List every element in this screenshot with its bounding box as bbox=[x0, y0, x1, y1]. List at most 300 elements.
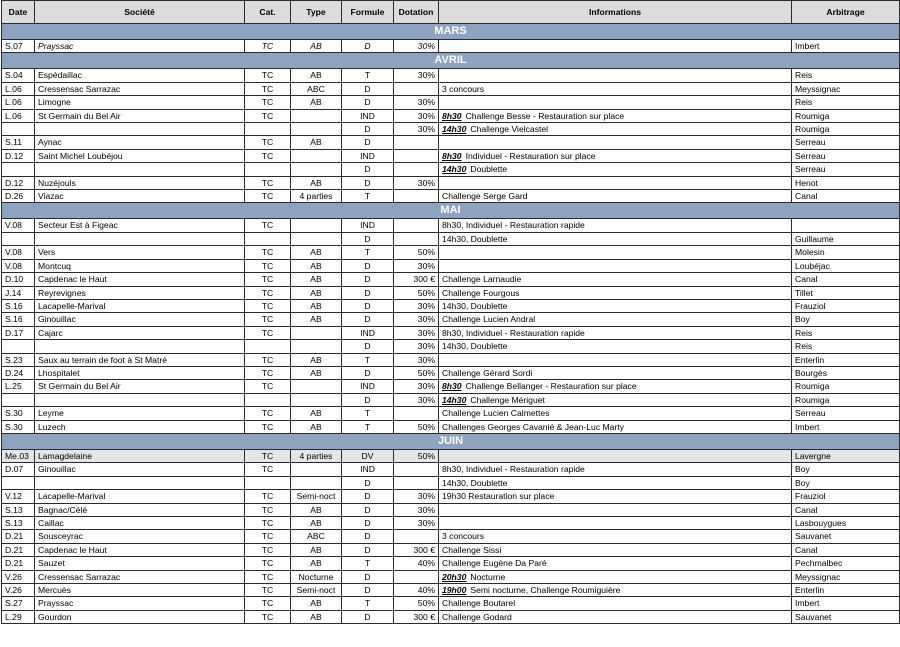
cell-cat: TC bbox=[245, 610, 291, 623]
cell-arbitrage: Frauziol bbox=[792, 299, 900, 312]
cell-informations bbox=[439, 503, 792, 516]
cell-arbitrage: Canal bbox=[792, 273, 900, 286]
cell-type: AB bbox=[291, 407, 342, 420]
cell-info-text: 8h30, Individuel - Restauration rapide bbox=[442, 327, 585, 338]
header-formule: Formule bbox=[342, 1, 394, 24]
cell-formule: IND bbox=[342, 219, 394, 232]
cell-societe: Capdenac le Haut bbox=[35, 273, 245, 286]
cell-date: D.07 bbox=[2, 463, 35, 476]
cell-arbitrage: Boy bbox=[792, 313, 900, 326]
cell-type: AB bbox=[291, 597, 342, 610]
cell-arbitrage: Guillaume bbox=[792, 232, 900, 245]
cell-informations bbox=[439, 420, 792, 433]
cell-societe bbox=[35, 123, 245, 136]
cell-info-text: Challenges Georges Cavanié & Jean-Luc Marty bbox=[442, 421, 624, 432]
cell-arbitrage: Meyssignac bbox=[792, 570, 900, 583]
cell-formule: D bbox=[342, 40, 394, 53]
cell-formule: D bbox=[342, 163, 394, 176]
header-societe: Société bbox=[35, 1, 245, 24]
cell-informations bbox=[439, 353, 792, 366]
cell-cat: TC bbox=[245, 273, 291, 286]
cell-informations bbox=[439, 449, 792, 462]
table-row bbox=[2, 149, 900, 162]
cell-cat: TC bbox=[245, 420, 291, 433]
cell-cat: TC bbox=[245, 490, 291, 503]
cell-societe: Gourdon bbox=[35, 610, 245, 623]
cell-dotation: 50% bbox=[394, 597, 439, 610]
cell-date: V.08 bbox=[2, 259, 35, 272]
cell-cat: TC bbox=[245, 449, 291, 462]
cell-dotation: 30% bbox=[394, 490, 439, 503]
cell-dotation bbox=[394, 407, 439, 420]
cell-informations bbox=[439, 366, 792, 379]
cell-dotation: 30% bbox=[394, 326, 439, 339]
cell-dotation bbox=[394, 149, 439, 162]
cell-date: Me.03 bbox=[2, 449, 35, 462]
table-row bbox=[2, 557, 900, 570]
cell-date bbox=[2, 123, 35, 136]
table-row bbox=[2, 353, 900, 366]
cell-formule: T bbox=[342, 190, 394, 203]
cell-type bbox=[291, 340, 342, 353]
cell-formule: T bbox=[342, 246, 394, 259]
cell-cat: TC bbox=[245, 246, 291, 259]
cell-date: L.06 bbox=[2, 109, 35, 122]
cell-dotation: 50% bbox=[394, 246, 439, 259]
cell-date bbox=[2, 163, 35, 176]
cell-date: S.27 bbox=[2, 597, 35, 610]
cell-date: D.24 bbox=[2, 366, 35, 379]
cell-dotation bbox=[394, 570, 439, 583]
cell-arbitrage: Meyssignac bbox=[792, 82, 900, 95]
cell-cat: TC bbox=[245, 570, 291, 583]
cell-type bbox=[291, 476, 342, 489]
header-arbitrage: Arbitrage bbox=[792, 1, 900, 24]
cell-societe: Caillac bbox=[35, 517, 245, 530]
cell-cat: TC bbox=[245, 286, 291, 299]
cell-societe: Leyme bbox=[35, 407, 245, 420]
table-row bbox=[2, 326, 900, 339]
month-header bbox=[2, 203, 900, 219]
cell-informations bbox=[439, 82, 792, 95]
cell-societe: Ginouillac bbox=[35, 313, 245, 326]
table-row bbox=[2, 176, 900, 189]
table-row bbox=[2, 232, 900, 245]
cell-arbitrage: Reis bbox=[792, 326, 900, 339]
cell-type: AB bbox=[291, 286, 342, 299]
cell-time: 8h30 bbox=[442, 110, 462, 121]
cell-arbitrage: Loubéjac bbox=[792, 259, 900, 272]
cell-informations bbox=[439, 299, 792, 312]
cell-informations bbox=[439, 123, 792, 136]
cell-societe: Sousceyrac bbox=[35, 530, 245, 543]
cell-cat bbox=[245, 340, 291, 353]
cell-cat bbox=[245, 163, 291, 176]
cell-type bbox=[291, 232, 342, 245]
cell-date: S.30 bbox=[2, 420, 35, 433]
cell-dotation bbox=[394, 476, 439, 489]
cell-cat bbox=[245, 232, 291, 245]
cell-date bbox=[2, 232, 35, 245]
cell-informations bbox=[439, 490, 792, 503]
cell-date: V.12 bbox=[2, 490, 35, 503]
cell-date: V.08 bbox=[2, 219, 35, 232]
cell-societe: Saint Michel Loubéjou bbox=[35, 149, 245, 162]
cell-cat: TC bbox=[245, 259, 291, 272]
cell-societe: Saux au terrain de foot à St Matré bbox=[35, 353, 245, 366]
cell-formule: D bbox=[342, 286, 394, 299]
cell-societe: Nuzéjouls bbox=[35, 176, 245, 189]
cell-formule: D bbox=[342, 176, 394, 189]
cell-informations bbox=[439, 163, 792, 176]
cell-dotation: 40% bbox=[394, 584, 439, 597]
cell-societe bbox=[35, 232, 245, 245]
month-header bbox=[2, 433, 900, 449]
cell-formule: D bbox=[342, 313, 394, 326]
cell-formule: T bbox=[342, 557, 394, 570]
cell-type: Semi-noct bbox=[291, 490, 342, 503]
cell-date: D.12 bbox=[2, 176, 35, 189]
cell-time: 8h30 bbox=[442, 150, 462, 161]
cell-info-text: Individuel - Restauration sur place bbox=[465, 150, 596, 161]
cell-info-text: Challenge Eugène Da Paré bbox=[442, 558, 547, 569]
cell-date: S.13 bbox=[2, 503, 35, 516]
cell-cat: TC bbox=[245, 353, 291, 366]
cell-date: S.16 bbox=[2, 313, 35, 326]
cell-arbitrage: Serreau bbox=[792, 149, 900, 162]
cell-info-text: Challenge Boutarel bbox=[442, 598, 516, 609]
cell-informations bbox=[439, 149, 792, 162]
cell-arbitrage: Lasbouygues bbox=[792, 517, 900, 530]
table-row bbox=[2, 286, 900, 299]
month-label: MARS bbox=[2, 24, 900, 40]
cell-info-text: Challenge Fourgous bbox=[442, 287, 520, 298]
cell-info-text: 3 concours bbox=[442, 83, 485, 94]
table-row bbox=[2, 219, 900, 232]
cell-societe: Vers bbox=[35, 246, 245, 259]
cell-date: D.26 bbox=[2, 190, 35, 203]
cell-informations bbox=[439, 530, 792, 543]
table-row bbox=[2, 393, 900, 406]
cell-type: AB bbox=[291, 40, 342, 53]
cell-type: AB bbox=[291, 543, 342, 556]
cell-societe: Montcuq bbox=[35, 259, 245, 272]
cell-dotation: 30% bbox=[394, 123, 439, 136]
cell-dotation bbox=[394, 463, 439, 476]
cell-arbitrage: Pechmalbec bbox=[792, 557, 900, 570]
cell-societe: Aynac bbox=[35, 136, 245, 149]
cell-cat: TC bbox=[245, 557, 291, 570]
cell-type: AB bbox=[291, 246, 342, 259]
cell-dotation: 30% bbox=[394, 340, 439, 353]
month-label: MAI bbox=[2, 203, 900, 219]
cell-dotation: 30% bbox=[394, 393, 439, 406]
table-row bbox=[2, 190, 900, 203]
cell-formule: D bbox=[342, 136, 394, 149]
cell-cat: TC bbox=[245, 40, 291, 53]
cell-date: S.13 bbox=[2, 517, 35, 530]
cell-date: V.08 bbox=[2, 246, 35, 259]
cell-type: AB bbox=[291, 420, 342, 433]
cell-formule: D bbox=[342, 299, 394, 312]
cell-dotation: 50% bbox=[394, 286, 439, 299]
month-label: AVRIL bbox=[2, 53, 900, 69]
cell-societe: Luzech bbox=[35, 420, 245, 433]
cell-informations bbox=[439, 136, 792, 149]
cell-informations bbox=[439, 313, 792, 326]
cell-cat: TC bbox=[245, 530, 291, 543]
cell-type: AB bbox=[291, 517, 342, 530]
table-row bbox=[2, 96, 900, 109]
cell-type: AB bbox=[291, 136, 342, 149]
cell-date: V.26 bbox=[2, 584, 35, 597]
cell-arbitrage: Reis bbox=[792, 69, 900, 82]
cell-arbitrage: Bourgès bbox=[792, 366, 900, 379]
cell-date: D.12 bbox=[2, 149, 35, 162]
cell-societe: Cressensac Sarrazac bbox=[35, 82, 245, 95]
header-row bbox=[2, 1, 900, 24]
cell-societe: Reyrevignes bbox=[35, 286, 245, 299]
cell-formule: D bbox=[342, 340, 394, 353]
cell-cat: TC bbox=[245, 96, 291, 109]
cell-informations bbox=[439, 463, 792, 476]
cell-dotation: 30% bbox=[394, 503, 439, 516]
table-row bbox=[2, 380, 900, 393]
cell-societe: Capdenac le Haut bbox=[35, 543, 245, 556]
cell-info-text: Semi nocturne, Challenge Roumiguière bbox=[470, 585, 621, 596]
cell-type bbox=[291, 219, 342, 232]
cell-formule: D bbox=[342, 123, 394, 136]
cell-info-text: 3 concours bbox=[442, 531, 485, 542]
cell-formule: T bbox=[342, 407, 394, 420]
cell-informations bbox=[439, 246, 792, 259]
cell-type: Semi-noct bbox=[291, 584, 342, 597]
cell-cat: TC bbox=[245, 597, 291, 610]
cell-arbitrage: Canal bbox=[792, 503, 900, 516]
cell-arbitrage: Imbert bbox=[792, 40, 900, 53]
cell-informations bbox=[439, 610, 792, 623]
cell-type bbox=[291, 123, 342, 136]
table-row bbox=[2, 136, 900, 149]
cell-dotation: 300 € bbox=[394, 273, 439, 286]
table-row bbox=[2, 246, 900, 259]
cell-type: ABC bbox=[291, 530, 342, 543]
cell-dotation bbox=[394, 219, 439, 232]
cell-informations bbox=[439, 543, 792, 556]
cell-dotation bbox=[394, 136, 439, 149]
cell-cat: TC bbox=[245, 219, 291, 232]
cell-formule: D bbox=[342, 366, 394, 379]
cell-formule: IND bbox=[342, 326, 394, 339]
cell-arbitrage: Frauziol bbox=[792, 490, 900, 503]
cell-date: D.21 bbox=[2, 543, 35, 556]
cell-informations bbox=[439, 584, 792, 597]
table-row bbox=[2, 340, 900, 353]
cell-arbitrage: Sauvanet bbox=[792, 530, 900, 543]
cell-info-text: Challenge Sissi bbox=[442, 544, 502, 555]
cell-type bbox=[291, 326, 342, 339]
cell-informations bbox=[439, 393, 792, 406]
cell-info-text: Challenge Besse - Restauration sur place bbox=[465, 110, 625, 121]
cell-cat: TC bbox=[245, 136, 291, 149]
cell-informations bbox=[439, 326, 792, 339]
cell-arbitrage bbox=[792, 219, 900, 232]
table-row bbox=[2, 299, 900, 312]
cell-type bbox=[291, 149, 342, 162]
cell-formule: D bbox=[342, 517, 394, 530]
cell-info-text: Challenge Larnaudie bbox=[442, 274, 522, 285]
cell-cat: TC bbox=[245, 543, 291, 556]
cell-dotation: 300 € bbox=[394, 610, 439, 623]
cell-info-text: Challenge Serge Gard bbox=[442, 191, 528, 202]
cell-arbitrage: Reis bbox=[792, 96, 900, 109]
cell-date: D.17 bbox=[2, 326, 35, 339]
cell-informations bbox=[439, 190, 792, 203]
cell-dotation bbox=[394, 190, 439, 203]
cell-formule: DV bbox=[342, 449, 394, 462]
cell-type: AB bbox=[291, 313, 342, 326]
cell-dotation: 30% bbox=[394, 40, 439, 53]
table-row bbox=[2, 543, 900, 556]
cell-date: V.26 bbox=[2, 570, 35, 583]
cell-arbitrage: Lavergne bbox=[792, 449, 900, 462]
cell-formule: D bbox=[342, 610, 394, 623]
table-row bbox=[2, 366, 900, 379]
cell-arbitrage: Tillet bbox=[792, 286, 900, 299]
cell-dotation: 300 € bbox=[394, 543, 439, 556]
cell-type: AB bbox=[291, 96, 342, 109]
header-dotation: Dotation bbox=[394, 1, 439, 24]
cell-cat bbox=[245, 393, 291, 406]
competition-calendar-table bbox=[1, 0, 900, 624]
cell-info-text: 14h30, Doublette bbox=[442, 233, 508, 244]
cell-cat: TC bbox=[245, 326, 291, 339]
cell-info-text: Challenge Bellanger - Restauration sur place bbox=[465, 381, 637, 392]
cell-info-text: Doublette bbox=[470, 164, 508, 175]
table-row bbox=[2, 597, 900, 610]
cell-info-text: 14h30, Doublette bbox=[442, 341, 508, 352]
cell-cat: TC bbox=[245, 109, 291, 122]
cell-societe bbox=[35, 476, 245, 489]
table-row bbox=[2, 40, 900, 53]
header-informations: Informations bbox=[439, 1, 792, 24]
cell-arbitrage: Boy bbox=[792, 476, 900, 489]
table-row bbox=[2, 163, 900, 176]
cell-arbitrage: Imbert bbox=[792, 420, 900, 433]
cell-type: AB bbox=[291, 610, 342, 623]
cell-dotation: 30% bbox=[394, 96, 439, 109]
cell-societe: Lamagdelaine bbox=[35, 449, 245, 462]
cell-formule: IND bbox=[342, 109, 394, 122]
cell-arbitrage: Imbert bbox=[792, 597, 900, 610]
cell-type: ABC bbox=[291, 82, 342, 95]
cell-informations bbox=[439, 570, 792, 583]
cell-societe: Prayssac bbox=[35, 40, 245, 53]
cell-formule: IND bbox=[342, 380, 394, 393]
cell-societe: St Germain du Bel Air bbox=[35, 380, 245, 393]
cell-arbitrage: Henot bbox=[792, 176, 900, 189]
cell-informations bbox=[439, 219, 792, 232]
cell-arbitrage: Serreau bbox=[792, 136, 900, 149]
cell-time: 8h30 bbox=[442, 381, 462, 392]
cell-formule: T bbox=[342, 597, 394, 610]
cell-dotation: 30% bbox=[394, 109, 439, 122]
cell-dotation: 50% bbox=[394, 366, 439, 379]
cell-date: S.04 bbox=[2, 69, 35, 82]
header-type: Type bbox=[291, 1, 342, 24]
cell-time: 14h30 bbox=[442, 394, 467, 405]
cell-info-text: Challenge Godard bbox=[442, 611, 512, 622]
cell-formule: D bbox=[342, 273, 394, 286]
cell-type bbox=[291, 463, 342, 476]
cell-date: S.16 bbox=[2, 299, 35, 312]
cell-informations bbox=[439, 96, 792, 109]
cell-informations bbox=[439, 380, 792, 393]
cell-date: L.06 bbox=[2, 82, 35, 95]
table-row bbox=[2, 109, 900, 122]
cell-dotation: 30% bbox=[394, 313, 439, 326]
table-row bbox=[2, 610, 900, 623]
cell-date: L.29 bbox=[2, 610, 35, 623]
cell-societe: Secteur Est à Figeac bbox=[35, 219, 245, 232]
table-row bbox=[2, 449, 900, 462]
cell-type: AB bbox=[291, 69, 342, 82]
cell-informations bbox=[439, 407, 792, 420]
table-row bbox=[2, 584, 900, 597]
cell-info-text: 19h30 Restauration sur place bbox=[442, 491, 555, 502]
cell-date: L.06 bbox=[2, 96, 35, 109]
cell-societe: Lacapelle-Marival bbox=[35, 299, 245, 312]
cell-dotation: 30% bbox=[394, 69, 439, 82]
header-date: Date bbox=[2, 1, 35, 24]
cell-formule: D bbox=[342, 232, 394, 245]
cell-type: AB bbox=[291, 273, 342, 286]
cell-type bbox=[291, 380, 342, 393]
cell-date bbox=[2, 476, 35, 489]
cell-cat: TC bbox=[245, 82, 291, 95]
cell-cat bbox=[245, 476, 291, 489]
cell-type: Nocturne bbox=[291, 570, 342, 583]
cell-info-text: Challenge Vielcastel bbox=[470, 124, 549, 135]
cell-type: AB bbox=[291, 299, 342, 312]
cell-informations bbox=[439, 517, 792, 530]
cell-arbitrage: Roumiga bbox=[792, 109, 900, 122]
cell-dotation bbox=[394, 163, 439, 176]
cell-type: 4 parties bbox=[291, 449, 342, 462]
cell-arbitrage: Roumiga bbox=[792, 380, 900, 393]
table-row bbox=[2, 69, 900, 82]
cell-info-text: Challenge Lucien Andral bbox=[442, 314, 536, 325]
cell-type: AB bbox=[291, 366, 342, 379]
table-row bbox=[2, 503, 900, 516]
cell-type: AB bbox=[291, 557, 342, 570]
cell-societe: Mercuès bbox=[35, 584, 245, 597]
table-row bbox=[2, 82, 900, 95]
cell-informations bbox=[439, 69, 792, 82]
table-row bbox=[2, 570, 900, 583]
cell-societe: Prayssac bbox=[35, 597, 245, 610]
cell-date: S.23 bbox=[2, 353, 35, 366]
cell-formule: D bbox=[342, 530, 394, 543]
cell-formule: D bbox=[342, 570, 394, 583]
cell-date bbox=[2, 393, 35, 406]
cell-societe: Cressensac Sarrazac bbox=[35, 570, 245, 583]
cell-cat: TC bbox=[245, 517, 291, 530]
cell-date bbox=[2, 340, 35, 353]
cell-date: J.14 bbox=[2, 286, 35, 299]
cell-arbitrage: Canal bbox=[792, 190, 900, 203]
cell-arbitrage: Canal bbox=[792, 543, 900, 556]
